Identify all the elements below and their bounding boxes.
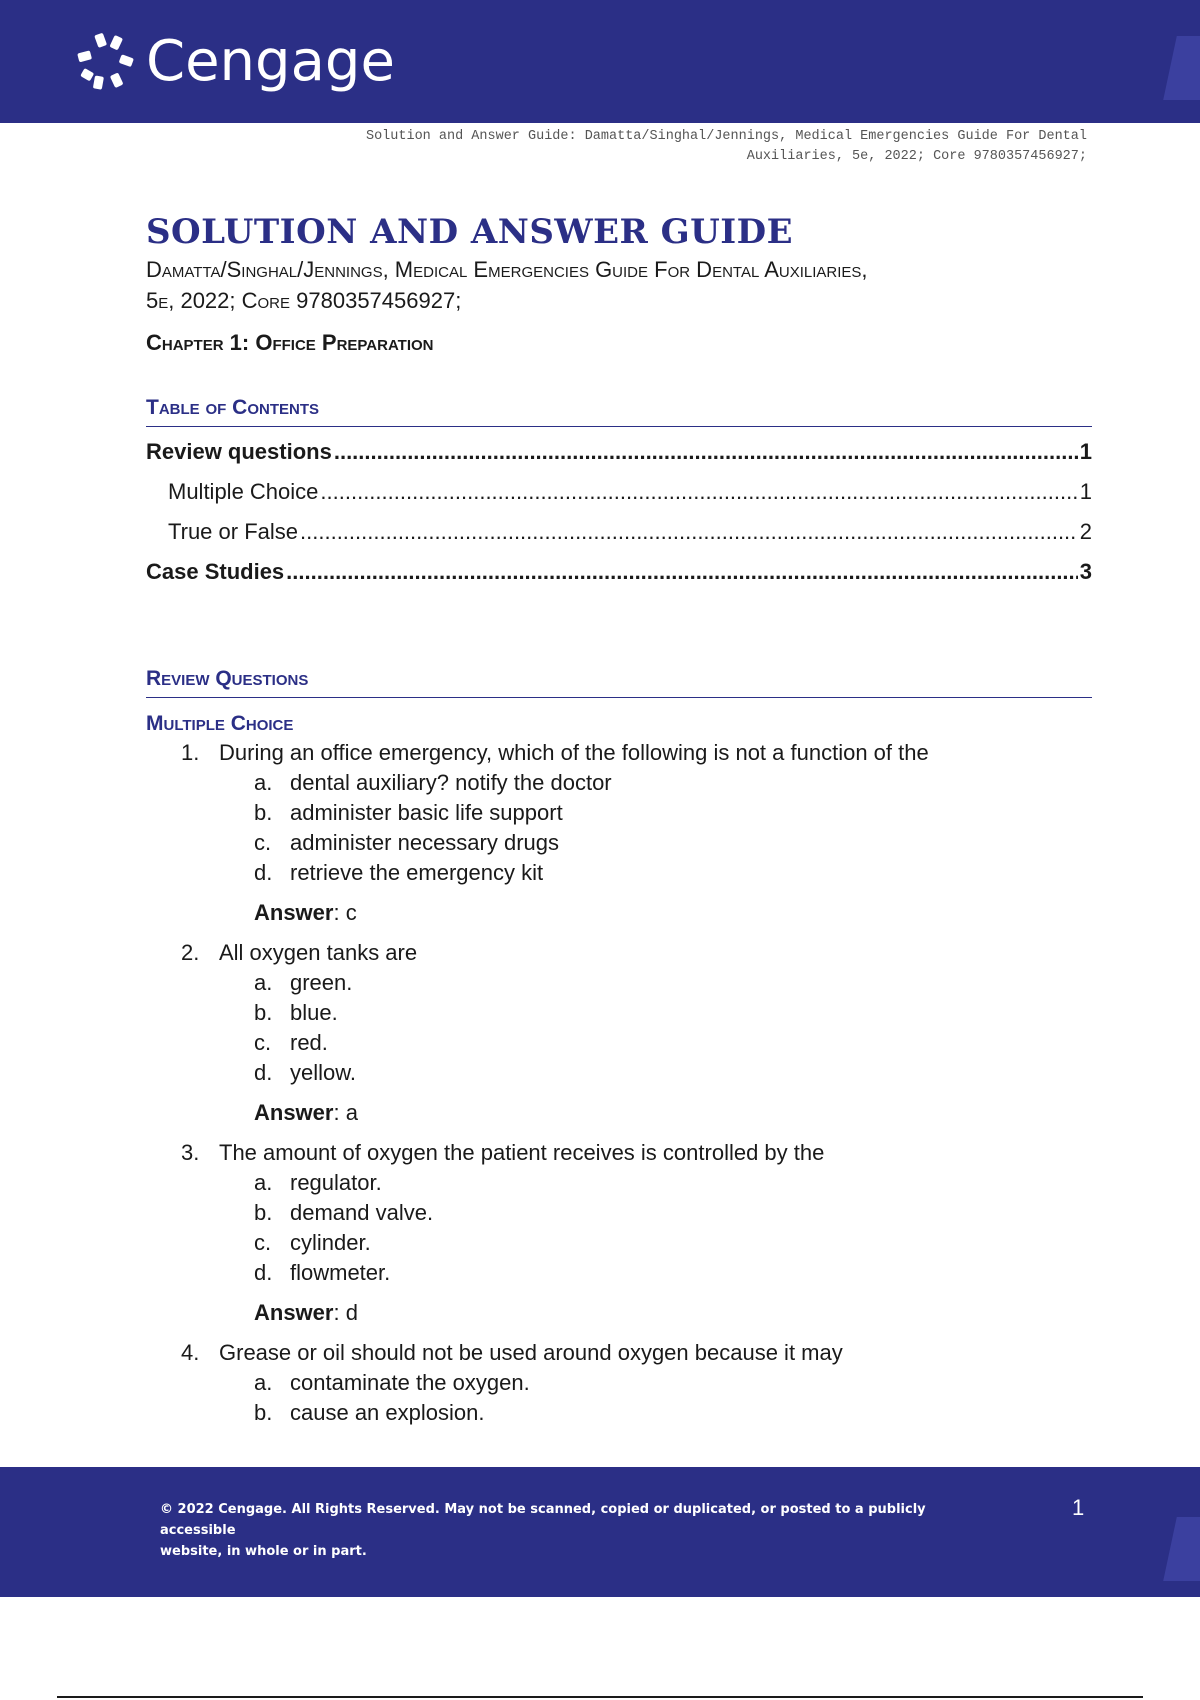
running-head-line: Solution and Answer Guide: Damatta/Singhal/Jennings, Medical Emergencies Guide For Dental <box>365 129 1087 144</box>
option-text: flowmeter. <box>290 1260 391 1285</box>
option-letter: c. <box>254 1230 272 1255</box>
option-letter: d. <box>254 1260 273 1285</box>
option-list <box>146 1368 1092 1428</box>
brand-name: Cengage <box>146 29 395 94</box>
answer-label: Answer <box>254 1300 334 1325</box>
toc-entry-page: 3 <box>1079 559 1092 584</box>
option-letter: b. <box>254 1400 273 1425</box>
document-subtitle <box>146 254 1092 316</box>
option-item <box>254 998 1092 1028</box>
toc-entry-label: True or False <box>168 519 299 544</box>
option-letter: a. <box>254 1170 273 1195</box>
option-letter: d. <box>254 1060 273 1085</box>
toc-entry-case-studies[interactable] <box>146 559 1092 599</box>
question-stem <box>146 738 1092 768</box>
option-letter: b. <box>254 1000 273 1025</box>
question-item <box>146 1138 1092 1328</box>
toc-entry-page: 1 <box>1079 439 1092 464</box>
question-number: 1. <box>181 740 200 765</box>
question-number: 2. <box>181 940 200 965</box>
option-item <box>254 968 1092 998</box>
running-head-line: Auxiliaries, 5e, 2022; Core 9780357456927; <box>746 149 1087 164</box>
option-text: administer necessary drugs <box>290 830 560 855</box>
option-item <box>254 828 1092 858</box>
page-number: 1 <box>1072 1495 1085 1520</box>
subtitle-line: Damatta/Singhal/Jennings, Medical Emergencies Guide For Dental Auxiliaries, <box>146 257 868 282</box>
header-band <box>0 0 1200 123</box>
option-text: demand valve. <box>290 1200 434 1225</box>
option-text: blue. <box>290 1000 338 1025</box>
option-text: cause an explosion. <box>290 1400 485 1425</box>
option-item <box>254 1258 1092 1288</box>
toc-entry-label: Case Studies <box>146 559 285 584</box>
toc-leader-dots <box>300 519 1078 545</box>
option-letter: a. <box>254 1370 273 1395</box>
option-list <box>146 1168 1092 1288</box>
option-text: dental auxiliary? notify the doctor <box>290 770 612 795</box>
copyright-line: website, in whole or in part. <box>160 1544 367 1559</box>
toc-heading: Table of Contents <box>146 396 1092 427</box>
option-letter: c. <box>254 830 272 855</box>
question-stem <box>146 938 1092 968</box>
option-list <box>146 968 1092 1088</box>
copyright-notice <box>160 1499 940 1562</box>
answer-line <box>146 1098 1092 1128</box>
document-body <box>146 210 1092 1428</box>
question-stem <box>146 1138 1092 1168</box>
toc-leader-dots <box>334 439 1078 465</box>
option-text: regulator. <box>290 1170 382 1195</box>
decorative-corner-shape <box>1163 36 1200 100</box>
option-text: retrieve the emergency kit <box>290 860 544 885</box>
question-stem <box>146 1338 1092 1368</box>
multiple-choice-heading: Multiple Choice <box>146 712 294 735</box>
option-letter: a. <box>254 970 273 995</box>
chapter-title: Chapter 1: Office Preparation <box>146 330 434 355</box>
option-letter: b. <box>254 1200 273 1225</box>
option-item <box>254 798 1092 828</box>
brand <box>74 30 395 94</box>
answer-label: Answer <box>254 900 334 925</box>
option-item <box>254 1058 1092 1088</box>
option-item <box>254 768 1092 798</box>
option-item <box>254 1368 1092 1398</box>
option-item <box>254 1168 1092 1198</box>
option-item <box>254 1198 1092 1228</box>
option-item <box>254 858 1092 888</box>
answer-value: : c <box>333 900 357 925</box>
toc-entry-multiple-choice[interactable] <box>146 479 1092 519</box>
option-text: green. <box>290 970 353 995</box>
toc-leader-dots <box>320 479 1077 505</box>
answer-value: : d <box>333 1300 358 1325</box>
question-item <box>146 738 1092 928</box>
copyright-line: © 2022 Cengage. All Rights Reserved. May not be scanned, copied or duplicated, or posted to a publicly accessible <box>160 1502 926 1538</box>
option-text: yellow. <box>290 1060 357 1085</box>
question-number: 4. <box>181 1340 200 1365</box>
question-text: Grease or oil should not be used around oxygen because it may <box>219 1340 843 1365</box>
option-letter: b. <box>254 800 273 825</box>
option-text: cylinder. <box>290 1230 371 1255</box>
toc-entry-true-or-false[interactable] <box>146 519 1092 559</box>
toc-entry-page: 1 <box>1079 479 1092 504</box>
running-head <box>187 127 1087 167</box>
review-questions-heading: Review Questions <box>146 667 1092 698</box>
option-letter: c. <box>254 1030 272 1055</box>
toc-entry-page: 2 <box>1079 519 1092 544</box>
question-item <box>146 1338 1092 1428</box>
footer-band <box>0 1467 1200 1597</box>
subtitle-line: 5e, 2022; Core 9780357456927; <box>146 288 462 313</box>
option-item <box>254 1028 1092 1058</box>
page-bottom-divider <box>57 1696 1143 1698</box>
question-item <box>146 938 1092 1128</box>
option-letter: a. <box>254 770 273 795</box>
option-list <box>146 768 1092 888</box>
option-item <box>254 1228 1092 1258</box>
toc-entry-label: Multiple Choice <box>168 479 319 504</box>
answer-label: Answer <box>254 1100 334 1125</box>
option-text: red. <box>290 1030 328 1055</box>
document-title: SOLUTION AND ANSWER GUIDE <box>146 212 794 252</box>
answer-line <box>146 1298 1092 1328</box>
question-text: During an office emergency, which of the following is not a function of the <box>219 740 929 765</box>
option-text: contaminate the oxygen. <box>290 1370 530 1395</box>
question-list <box>146 738 1092 1428</box>
option-item <box>254 1398 1092 1428</box>
toc-entry-review-questions[interactable] <box>146 439 1092 479</box>
answer-value: : a <box>333 1100 358 1125</box>
question-text: The amount of oxygen the patient receives is controlled by the <box>219 1140 825 1165</box>
decorative-corner-shape <box>1163 1517 1200 1581</box>
table-of-contents <box>146 439 1092 599</box>
option-letter: d. <box>254 860 273 885</box>
toc-entry-label: Review questions <box>146 439 332 464</box>
cengage-logo-icon <box>74 30 138 94</box>
question-text: All oxygen tanks are <box>219 940 418 965</box>
answer-line <box>146 898 1092 928</box>
toc-leader-dots <box>286 559 1078 585</box>
option-text: administer basic life support <box>290 800 563 825</box>
question-number: 3. <box>181 1140 200 1165</box>
